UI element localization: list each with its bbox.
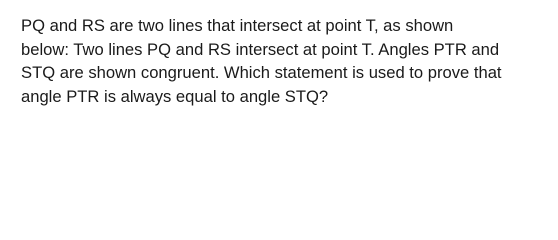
question-text [21,14,549,108]
question-line-2: below: Two lines PQ and RS intersect at point T. Angles PTR and [21,39,500,59]
question-line-3: STQ are shown congruent. Which statement is used to prove that [21,63,502,82]
question-line-1: PQ and RS are two lines that intersect at point T, as shown [21,16,454,35]
question-line-4: angle PTR is always equal to angle STQ? [21,86,329,106]
